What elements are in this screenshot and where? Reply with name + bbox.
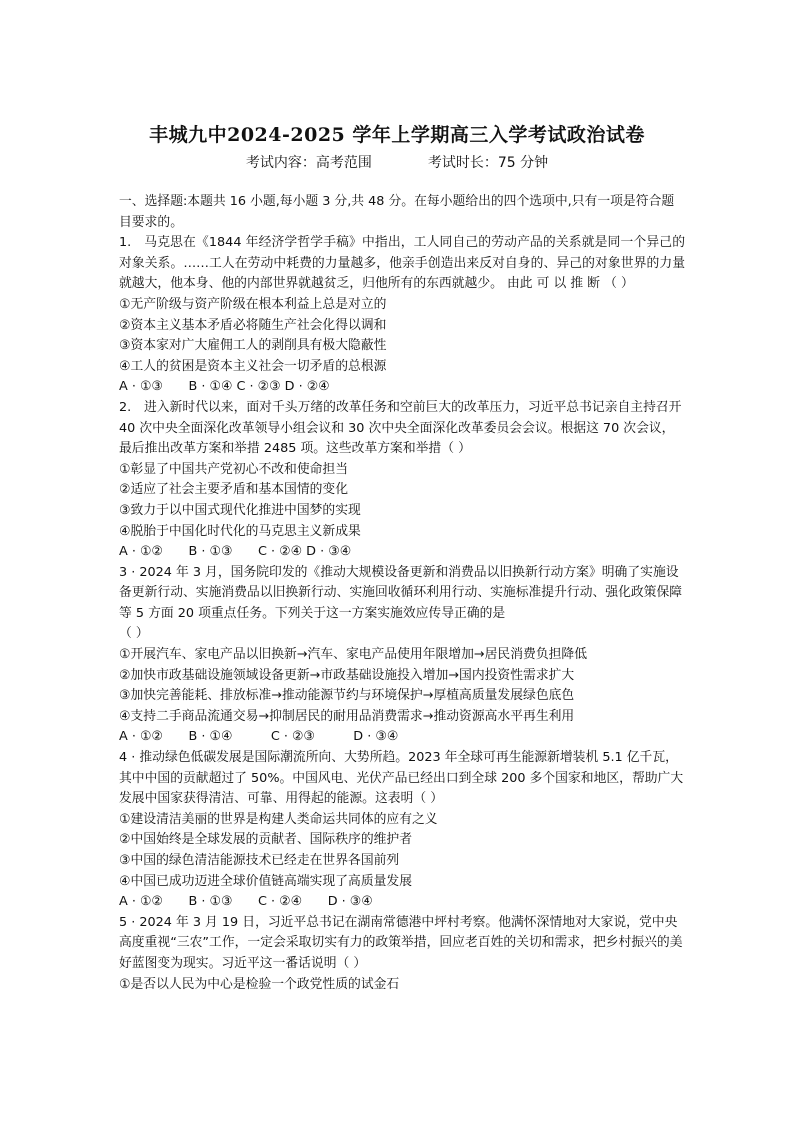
question-1-stem: 1. 马克思在《1844 年经济学哲学手稿》中指出，工人同自己的劳动产品的关系就是同一个异己的对象关系。……工人在劳动中耗费的力量越多，他亲手创造出来反对自身的、异己的对象世界的力量就越大，他本身、他的内部世界就越贫乏，归他所有的东西就越少。 由此 可 以 推 断 （ ） [119, 235, 685, 292]
question-1-item: ②资本主义基本矛盾必将随生产社会化得以调和 [119, 317, 387, 333]
question-2-item: ①彰显了中国共产党初心不改和使命担当 [119, 461, 349, 477]
question-5-stem: 5 · 2024 年 3 月 19 日，习近平总书记在湖南常德港中坪村考察。他满怀深情地对大家说，党中央高度重视“三农”工作，一定会采取切实有力的政策举措，回应老百姓的关切和需求，把乡村振兴的美好蓝图变为现实。习近平这一番话说明（ ） [119, 914, 683, 971]
question-3-stem: 3 · 2024 年 3 月，国务院印发的《推动大规模设备更新和消费品以旧换新行动方案》明确了实施设备更新行动、实施消费品以旧换新行动、实施回收循环利用行动、实施标准提升行动、强化政策保障等 5 方面 20 项重点任务。下列关于这一方案实施效应传导正确的是 [119, 564, 683, 621]
question-2-item: ④脱胎于中国化时代化的马克思主义新成果 [119, 523, 361, 539]
question-3-item: ②加快市政基础设施领域设备更新→市政基础设施投入增加→国内投资性需求扩大 [119, 667, 575, 683]
question-4-item: ④中国已成功迈进全球价值链高端实现了高质量发展 [119, 873, 413, 889]
question-1-item: ③资本家对广大雇佣工人的剥削具有极大隐蔽性 [119, 338, 387, 354]
question-3-item: ①开展汽车、家电产品以旧换新→汽车、家电产品使用年限增加→居民消费负担降低 [119, 647, 588, 663]
question-3-item: ③加快完善能耗、排放标准→推动能源节约与环境保护→厚植高质量发展绿色底色 [119, 688, 575, 704]
question-4-item: ②中国始终是全球发展的贡献者、国际秩序的维护者 [119, 832, 413, 848]
exam-duration: 考试时长：75 分钟 [427, 155, 549, 171]
question-3-item: ④支持二手商品流通交易→抑制居民的耐用品消费需求→推动资源高水平再生利用 [119, 708, 575, 724]
question-3-options: A · ①② B · ①④ C · ②③ D · ③④ [119, 729, 399, 745]
exam-scope: 考试内容：高考范围 [245, 155, 372, 171]
question-4-options: A · ①② B · ①③ C · ②④ D · ③④ [119, 894, 373, 910]
question-5-item: ①是否以人民为中心是检验一个政党性质的试金石 [119, 976, 400, 992]
question-1-item: ④工人的贫困是资本主义社会一切矛盾的总根源 [119, 358, 387, 374]
question-1-options: A · ①③ B · ①④ C · ②③ D · ②④ [119, 379, 330, 395]
question-2-item: ③致力于以中国式现代化推进中国梦的实现 [119, 502, 361, 518]
question-2-item: ②适应了社会主要矛盾和基本国情的变化 [119, 482, 349, 498]
exam-title: 丰城九中2024-2025 学年上学期高三入学考试政治试卷 [149, 124, 645, 146]
question-2-options: A · ①② B · ①③ C · ②④ D · ③④ [119, 544, 352, 560]
question-4-item: ③中国的绿色清洁能源技术已经走在世界各国前列 [119, 853, 400, 868]
exam-content [119, 192, 685, 995]
question-1-item: ①无产阶级与资产阶级在根本利益上总是对立的 [119, 296, 387, 312]
question-3-blank: （ ） [119, 626, 149, 642]
exam-subtitle [0, 152, 794, 172]
section-instructions: 一、选择题:本题共 16 小题,每小题 3 分,共 48 分。在每小题给出的四个选项中,只有一项是符合题目要求的。 [119, 194, 675, 230]
question-2-stem: 2. 进入新时代以来，面对千头万绪的改革任务和空前巨大的改革压力，习近平总书记亲自主持召开 40 次中央全面深化改革领导小组会议和 30 次中央全面深化改革委员会会议。根据这 70 次会议，最后推出改革方案和举措 2485 项。这些改革方案和举措（ ） [119, 399, 682, 457]
question-4-stem: 4 · 推动绿色低碳发展是国际潮流所向、大势所趋。2023 年全球可再生能源新增装机 5.1 亿千瓦，其中中国的贡献超过了 50%。中国风电、光伏产品已经出口到全球 200 多个国家和地区，帮助广大发展中国家获得清洁、可靠、用得起的能源。这表明（ ） [119, 750, 684, 807]
question-4-item: ①建设清洁美丽的世界是构建人类命运共同体的应有之义 [119, 811, 438, 827]
